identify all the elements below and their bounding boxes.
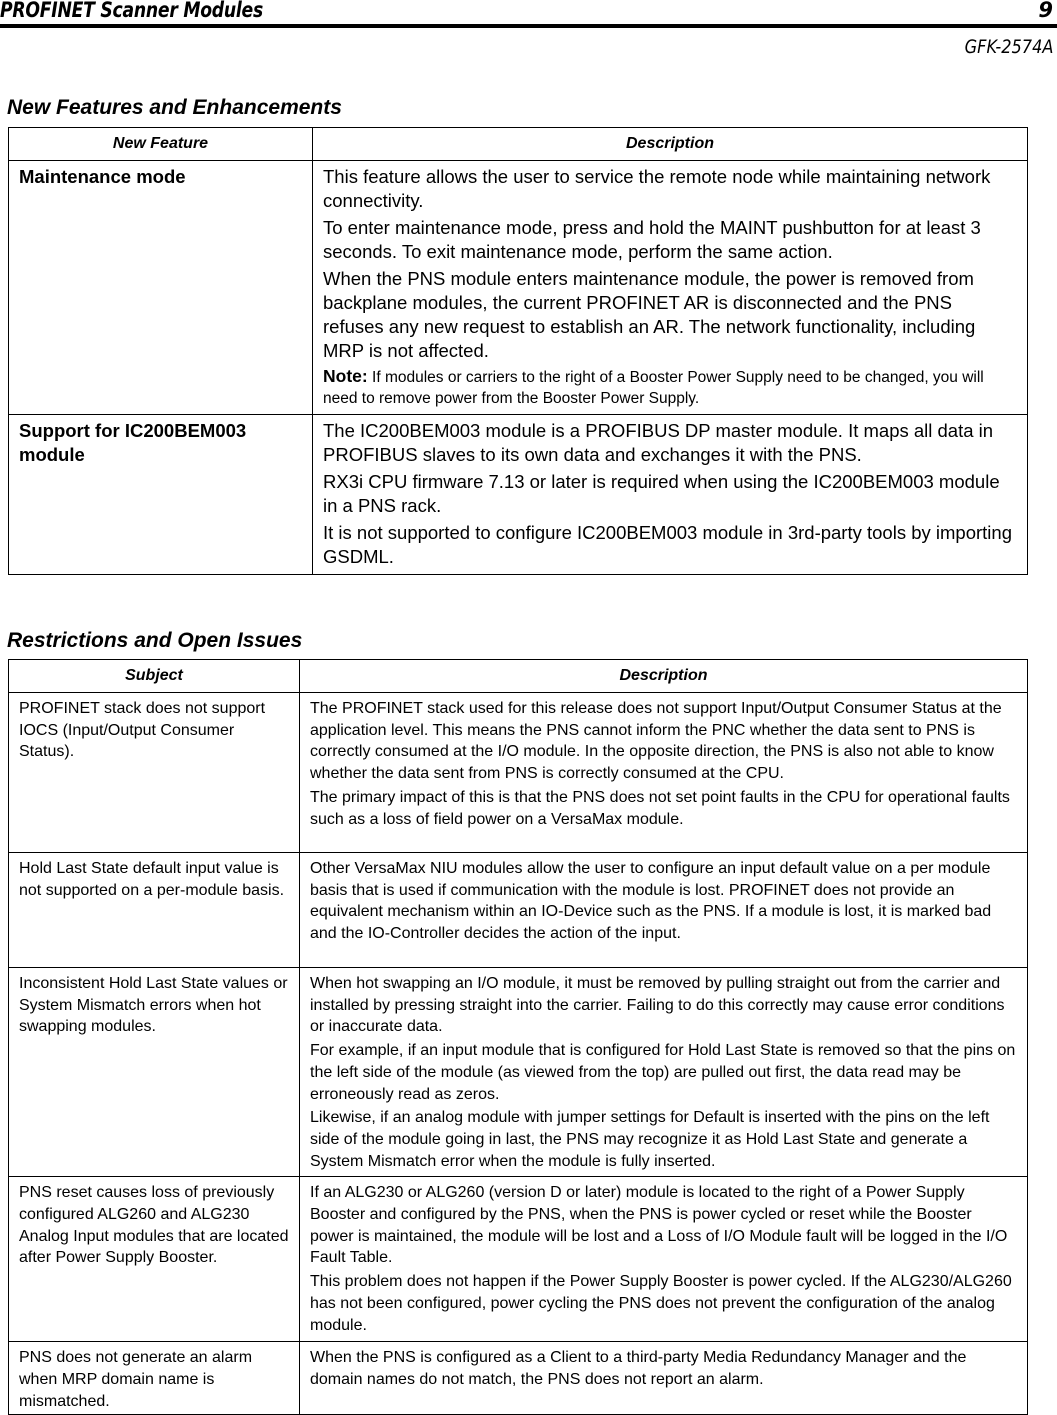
description-paragraph: When hot swapping an I/O module, it must be removed by pulling straight out from the carrier and installed by pressing straight into the carrier. Failing to do this correctly may cause error conditions or inaccurate data. — [310, 975, 1005, 1036]
table-row — [9, 161, 1028, 415]
description-paragraph: RX3i CPU firmware 7.13 or later is required when using the IC200BEM003 module in a PNS rack. — [323, 471, 1000, 516]
subject-cell: Inconsistent Hold Last State values or System Mismatch errors when hot swapping modules. — [9, 968, 300, 1177]
table-row — [9, 415, 1028, 575]
table-row — [9, 693, 1028, 853]
features-table — [8, 127, 1028, 575]
subject-cell: Support for IC200BEM003 module — [9, 415, 313, 575]
running-header-title: PROFINET Scanner Modules — [0, 0, 264, 22]
column-header-description: Description — [313, 128, 1028, 161]
description-paragraph: When the PNS module enters maintenance module, the power is removed from backplane modules, the current PROFINET AR is disconnected and the PNS refuses any new request to establish an AR. The network functionality, including MRP is not affected. — [323, 268, 976, 361]
note-paragraph — [323, 366, 1017, 409]
header-rule — [0, 24, 1057, 28]
table-row — [9, 1342, 1028, 1415]
issues-section-title: Restrictions and Open Issues — [7, 629, 303, 652]
description-paragraph: When the PNS is configured as a Client to a third-party Media Redundancy Manager and the domain names do not match, the PNS does not report an alarm. — [310, 1349, 967, 1389]
table-header-row — [9, 660, 1028, 693]
table-row — [9, 968, 1028, 1177]
description-paragraph: This problem does not happen if the Power Supply Booster is power cycled. If the ALG230/ALG260 has not been configured, power cycling the PNS does not prevent the configuration of the analog module. — [310, 1273, 1012, 1334]
subject-cell: Hold Last State default input value is not supported on a per-module basis. — [9, 853, 300, 968]
column-header-feature: New Feature — [9, 128, 313, 161]
description-paragraph: To enter maintenance mode, press and hold the MAINT pushbutton for at least 3 seconds. To exit maintenance mode, perform the same action. — [323, 217, 981, 262]
features-section-title: New Features and Enhancements — [7, 96, 342, 119]
description-paragraph: If an ALG230 or ALG260 (version D or later) module is located to the right of a Power Supply Booster and configured by the PNS, when the PNS is power cycled or reset while the Booster power is maintained, the module will be lost and a Loss of I/O Module fault will be logged in the I/O Fault Table. — [310, 1184, 1008, 1267]
description-paragraph: Likewise, if an analog module with jumper settings for Default is inserted with the pins on the left side of the module going in last, the PNS may recognize it as Hold Last State and generate a System Mismatch error when the module is fully inserted. — [310, 1109, 990, 1170]
description-cell — [300, 1177, 1028, 1342]
description-paragraph: The PROFINET stack used for this release does not support Input/Output Consumer Status at the application level. This means the PNS cannot inform the PNC whether the data sent to PNS is correctly consumed at the I/O module. In the opposite direction, the PNS is also not able to know whether the data sent from PNS is correctly consumed at the CPU. — [310, 700, 1002, 783]
description-paragraph: It is not supported to configure IC200BEM003 module in 3rd-party tools by importing GSDML. — [323, 522, 1012, 567]
description-cell — [300, 968, 1028, 1177]
description-cell — [300, 1342, 1028, 1415]
issues-table — [8, 659, 1028, 1415]
column-header-description: Description — [300, 660, 1028, 693]
table-row — [9, 1177, 1028, 1342]
subject-cell: PROFINET stack does not support IOCS (Input/Output Consumer Status). — [9, 693, 300, 853]
note-label: Note: — [323, 366, 368, 386]
description-paragraph: The IC200BEM003 module is a PROFIBUS DP master module. It maps all data in PROFIBUS slaves to its own data and exchanges it with the PNS. — [323, 420, 994, 465]
description-paragraph: The primary impact of this is that the PNS does not set point faults in the CPU for operational faults such as a loss of field power on a VersaMax module. — [310, 788, 1010, 828]
document-id: GFK-2574A — [964, 36, 1053, 58]
description-paragraph: Other VersaMax NIU modules allow the user to configure an input default value on a per module basis that is used if communication with the module is lost. PROFINET does not provide an equivalent mechanism within an IO-Device such as the PNS. If a module is lost, it is marked bad and the IO-Controller decides the action of the input. — [310, 860, 992, 943]
note-text: If modules or carriers to the right of a Booster Power Supply need to be changed, you will need to remove power from the Booster Power Supply. — [323, 369, 984, 407]
description-paragraph: This feature allows the user to service the remote node while maintaining network connectivity. — [323, 166, 991, 211]
subject-cell: PNS does not generate an alarm when MRP domain name is mismatched. — [9, 1342, 300, 1415]
subject-cell: PNS reset causes loss of previously configured ALG260 and ALG230 Analog Input modules that are located after Power Supply Booster. — [9, 1177, 300, 1342]
page-number: 9 — [1038, 0, 1053, 22]
table-row — [9, 853, 1028, 968]
description-cell — [313, 161, 1028, 415]
column-header-subject: Subject — [9, 660, 300, 693]
description-cell — [300, 853, 1028, 968]
table-header-row — [9, 128, 1028, 161]
description-cell — [300, 693, 1028, 853]
description-paragraph: For example, if an input module that is configured for Hold Last State is removed so that the pins on the left side of the module (as viewed from the top) are pulled out first, the data read may be erroneously read as zeros. — [310, 1042, 1016, 1103]
subject-cell: Maintenance mode — [9, 161, 313, 415]
description-cell — [313, 415, 1028, 575]
